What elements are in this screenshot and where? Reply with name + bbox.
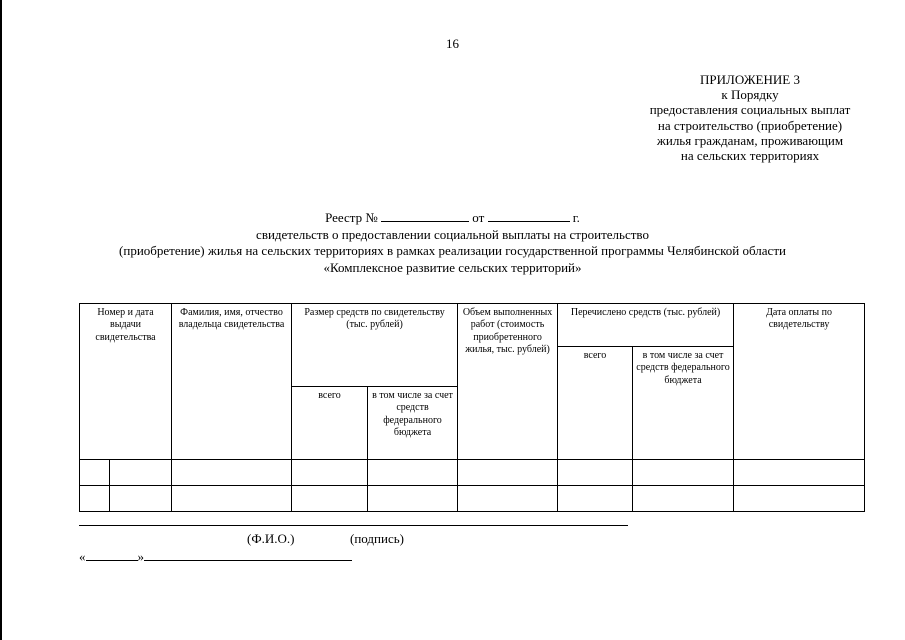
table-cell[interactable] (368, 460, 458, 486)
table-cell[interactable] (558, 460, 633, 486)
table-cell[interactable] (368, 486, 458, 512)
appendix-line: на строительство (приобретение) (657, 117, 843, 133)
date-day-blank (86, 548, 138, 561)
header-amount-total: всего (292, 387, 368, 460)
page-edge (0, 0, 2, 640)
registry-number-line (0, 209, 905, 227)
page-number: 16 (446, 36, 459, 51)
appendix-line: предоставления социальных выплат (649, 102, 851, 118)
table-cell[interactable] (734, 486, 865, 512)
fio-label: (Ф.И.О.) (247, 531, 295, 546)
table-cell[interactable] (458, 486, 558, 512)
date-close-quote: » (137, 549, 144, 564)
table-cell[interactable] (172, 460, 292, 486)
header-payment-date: Дата оплаты по свидетельству (734, 304, 865, 460)
registry-prefix: Реестр № (325, 210, 378, 225)
registry-number-blank (381, 209, 469, 222)
table-cell[interactable] (633, 460, 734, 486)
table-cell[interactable] (80, 460, 110, 486)
header-amount-group: Размер средств по свидетельству (тыс. рублей) (292, 304, 458, 387)
table-cell[interactable] (292, 460, 368, 486)
header-transferred-group: Перечислено средств (тыс. рублей) (558, 304, 734, 347)
registry-date-blank (488, 209, 570, 222)
table-cell[interactable] (110, 486, 172, 512)
table-cell[interactable] (734, 460, 865, 486)
header-work-volume: Объем выполненных работ (стоимость приобретенного жилья, тыс. рублей) (458, 304, 558, 460)
registry-table (79, 303, 865, 512)
table-cell[interactable] (633, 486, 734, 512)
header-transferred-total: всего (558, 347, 633, 460)
registry-title (0, 209, 905, 276)
signature-line (79, 525, 628, 526)
registry-title-line: «Комплексное развитие сельских территорий» (323, 259, 582, 275)
table-row (80, 460, 865, 486)
signature-label: (подпись) (350, 531, 404, 546)
registry-from: от (472, 210, 485, 225)
appendix-line: к Порядку (721, 87, 779, 103)
appendix-line: ПРИЛОЖЕНИЕ 3 (700, 72, 800, 87)
appendix-line: жилья гражданам, проживающим (656, 132, 844, 148)
table-cell[interactable] (80, 486, 110, 512)
appendix-header (600, 72, 900, 163)
table-cell[interactable] (172, 486, 292, 512)
date-open-quote: « (79, 549, 86, 564)
signature-date-line (79, 548, 352, 565)
table-row (80, 486, 865, 512)
registry-title-line: свидетельств о предоставлении социальной выплаты на строительство (256, 226, 649, 242)
table-cell[interactable] (292, 486, 368, 512)
registry-title-line: (приобретение) жилья на сельских территориях в рамках реализации государственной программы Челябинской области (119, 243, 786, 259)
date-month-year-blank (144, 548, 352, 561)
header-certificate: Номер и дата выдачи свидетельства (80, 304, 172, 460)
table-cell[interactable] (458, 460, 558, 486)
header-transferred-federal: в том числе за счет средств федерального бюджета (633, 347, 734, 460)
table-cell[interactable] (110, 460, 172, 486)
appendix-line: на сельских территориях (680, 148, 820, 164)
table-cell[interactable] (558, 486, 633, 512)
header-owner-name: Фамилия, имя, отчество владельца свидетельства (172, 304, 292, 460)
registry-year-suffix: г. (572, 210, 580, 225)
header-amount-federal: в том числе за счет средств федерального бюджета (368, 387, 458, 460)
